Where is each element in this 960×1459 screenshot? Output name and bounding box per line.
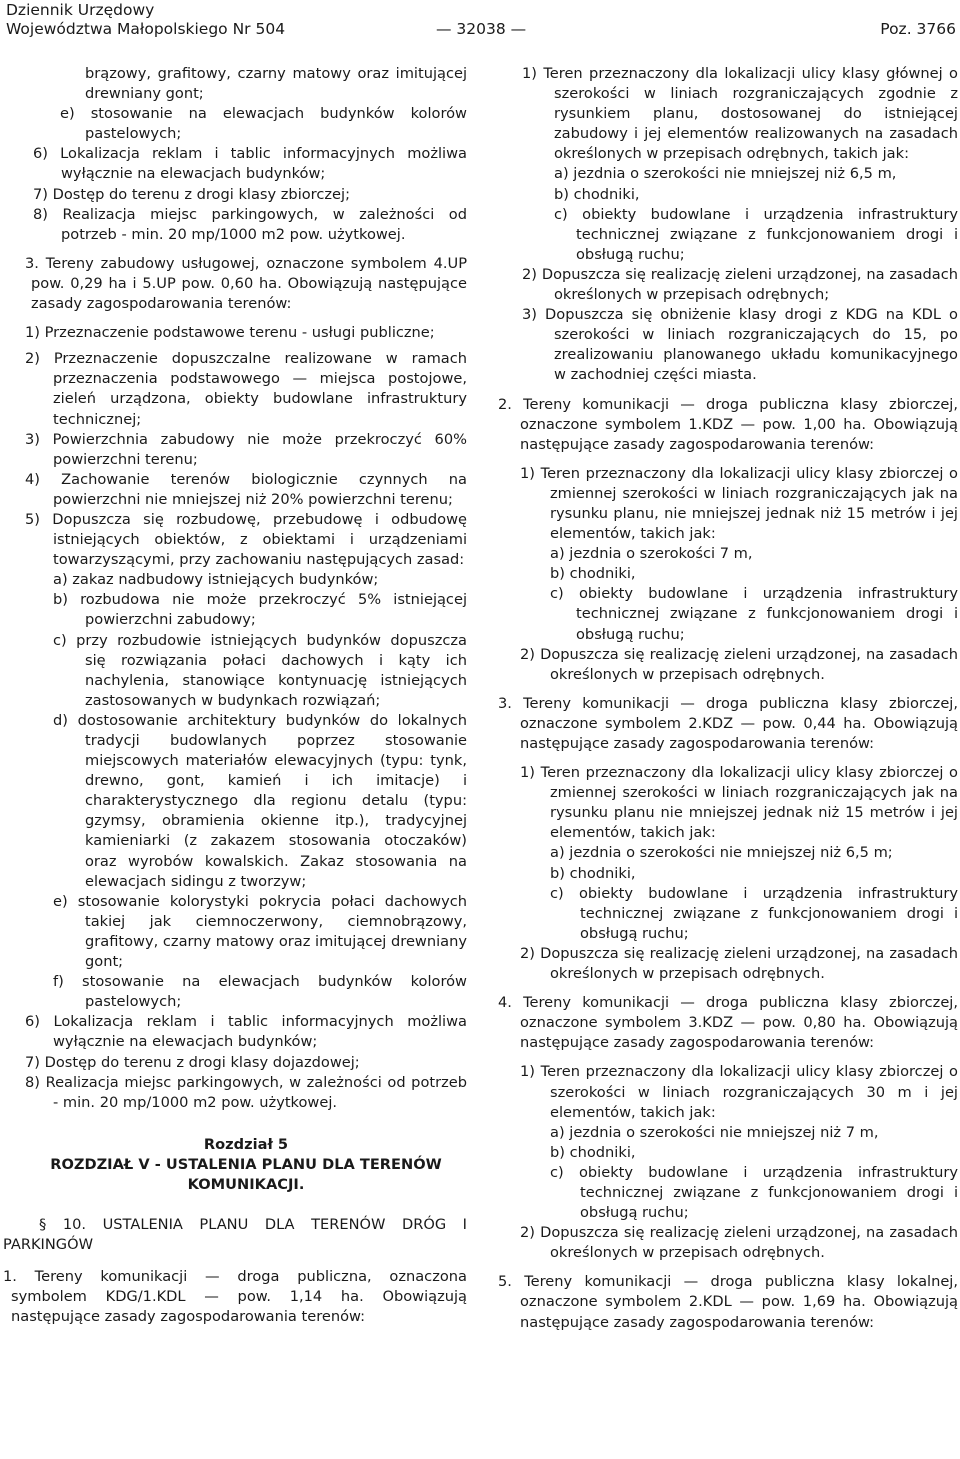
list-item: 2) Dopuszcza się realizację zieleni urządzonej, na zasadach określonych w przepisach odrębnych.	[520, 645, 958, 683]
list-item: c) przy rozbudowie istniejących budynków dopuszcza się rozwiązania połaci dachowych i kąty ich nachylenia, stanowiące kontynuację istniejących zastosowanych w budynkach rozwiązań;	[53, 631, 467, 709]
section-heading: 5. Tereny komunikacji — droga publiczna klasy lokalnej, oznaczone symbolem 2.KDL — pow. 1,69 ha. Obowiązują następujące zasady zagospodarowania terenów:	[498, 1273, 958, 1331]
list-item: a) zakaz nadbudowy istniejących budynków;	[53, 571, 379, 589]
paragraph: 7) Dostęp do terenu z drogi klasy zbiorczej;	[33, 185, 350, 203]
list-item: a) jezdnia o szerokości nie mniejszej niż 6,5 m;	[550, 844, 893, 862]
journal-title: Dziennik Urzędowy	[6, 1, 155, 19]
paragraph: 8) Realizacja miejsc parkingowych, w zależności od potrzeb - min. 20 mp/1000 m2 pow. użytkowej.	[33, 205, 467, 243]
list-item: 1) Teren przeznaczony dla lokalizacji ulicy klasy zbiorczej o zmiennej szerokości w liniach rozgraniczających jak na rysunku planu, nie mniejszej jednak niż 15 metrów i jej elementów, takich jak:	[520, 464, 958, 543]
chapter-number: Rozdział 5	[203, 1135, 289, 1153]
list-item: b) rozbudowa nie może przekroczyć 5% istniejącej powierzchni zabudowy;	[53, 591, 467, 629]
list-item: c) obiekty budowlane i urządzenia infrastruktury technicznej związane z funkcjonowaniem drogi i obsługą ruchu;	[550, 585, 958, 643]
paragraph: brązowy, grafitowy, czarny matowy oraz imitującej drewniany gont;	[85, 65, 467, 103]
paragraph: e) stosowanie na elewacjach budynków kolorów pastelowych;	[60, 105, 467, 143]
list-item: 2) Dopuszcza się realizację zieleni urządzonej, na zasadach określonych w przepisach odrębnych;	[522, 265, 958, 304]
left-column	[3, 64, 467, 1328]
paragraph: 6) Lokalizacja reklam i tablic informacyjnych możliwa wyłącznie na elewacjach budynków;	[33, 145, 467, 183]
section-heading: 1. Tereny komunikacji — droga publiczna, oznaczona symbolem KDG/1.KDL — pow. 1,14 ha. Obowiązują następujące zasady zagospodarowania terenów:	[3, 1268, 467, 1326]
list-item: 2) Przeznaczenie dopuszczalne realizowane w ramach przeznaczenia podstawowego — miejsca postojowe, zieleń urządzona, obiekty budowlane infrastruktury technicznej;	[25, 350, 467, 428]
paragraph-heading: § 10. USTALENIA PLANU DLA TERENÓW DRÓG I PARKINGÓW	[3, 1216, 467, 1254]
list-item: b) chodniki,	[554, 185, 640, 203]
list-item: a) jezdnia o szerokości nie mniejszej niż 7 m,	[550, 1123, 879, 1141]
chapter-title: ROZDZIAŁ V - USTALENIA PLANU DLA TERENÓW KOMUNIKACJI.	[50, 1155, 442, 1193]
list-item: f) stosowanie na elewacjach budynków kolorów pastelowych;	[53, 973, 467, 1011]
section-heading: 3. Tereny zabudowy usługowej, oznaczone symbolem 4.UP pow. 0,29 ha i 5.UP pow. 0,60 ha. Obowiązują następujące zasady zagospodarowania terenów:	[25, 254, 467, 313]
list-item: c) obiekty budowlane i urządzenia infrastruktury technicznej związane z funkcjonowaniem drogi i obsługą ruchu;	[550, 1163, 958, 1222]
list-item: 5) Dopuszcza się rozbudowę, przebudowę i odbudowę istniejących obiektów, z obiektami i urządzeniami towarzyszącymi, przy zachowaniu następujących zasad:	[25, 510, 467, 569]
list-item: c) obiekty budowlane i urządzenia infrastruktury technicznej związane z funkcjonowaniem drogi i obsługą ruchu;	[550, 884, 958, 942]
list-item: 6) Lokalizacja reklam i tablic informacyjnych możliwa wyłącznie na elewacjach budynków;	[25, 1013, 467, 1051]
list-item: 1) Teren przeznaczony dla lokalizacji ulicy klasy zbiorczej o zmiennej szerokości w liniach rozgraniczających jak na rysunku planu nie mniejszej jednak niż 15 metrów i jej elementów, takich jak:	[520, 764, 958, 842]
list-item: d) dostosowanie architektury budynków do lokalnych tradycji budowlanych poprzez stosowanie miejscowych materiałów elewacyjnych (typu: tynk, drewno, gont, kamień i ich imitacje) i charakterystycznego dla regionu detalu (typu: gzymsy, obramienia okienne itp.), tradycyjnej kamieniarki (z zakazem stosowania otoczaków) oraz wyrobów kowalskich. Zakaz stosowania na elewacjach sidingu z tworzyw;	[53, 711, 467, 890]
right-column	[498, 64, 958, 1333]
list-item: 2) Dopuszcza się realizację zieleni urządzonej, na zasadach określonych w przepisach odrębnych.	[520, 944, 958, 983]
list-item: b) chodniki,	[550, 864, 636, 882]
journal-region: Województwa Małopolskiego Nr 504	[6, 20, 286, 38]
list-item: 1) Teren przeznaczony dla lokalizacji ulicy klasy głównej o szerokości w liniach rozgraniczających zgodnie z rysunkiem planu, dostosowanej do istniejącej zabudowy i jej elementów realizowanych na zasadach określonych w przepisach odrębnych, takich jak:	[522, 65, 958, 163]
section-heading: 3. Tereny komunikacji — droga publiczna klasy zbiorczej, oznaczone symbolem 2.KDZ — pow. 0,44 ha. Obowiązują następujące zasady zagospodarowania terenów:	[498, 694, 958, 752]
list-item: b) chodniki,	[550, 1143, 636, 1161]
list-item: b) chodniki,	[550, 565, 636, 583]
list-item: 1) Teren przeznaczony dla lokalizacji ulicy klasy zbiorczej o szerokości w liniach rozgraniczających 30 m i jej elementów, takich jak:	[520, 1063, 958, 1121]
list-item: 7) Dostęp do terenu z drogi klasy dojazdowej;	[25, 1053, 360, 1071]
list-item: e) stosowanie kolorystyki pokrycia połaci dachowych takiej jak ciemnoczerwony, ciemnobrązowy, grafitowy, czarny matowy oraz imitującej drewniany gont;	[53, 892, 467, 971]
list-item: 3) Powierzchnia zabudowy nie może przekroczyć 60% powierzchni terenu;	[25, 430, 467, 468]
section-heading: 2. Tereny komunikacji — droga publiczna klasy zbiorczej, oznaczone symbolem 1.KDZ — pow. 1,00 ha. Obowiązują następujące zasady zagospodarowania terenów:	[498, 395, 958, 453]
page-number: — 32038 —	[436, 20, 527, 38]
list-item: c) obiekty budowlane i urządzenia infrastruktury technicznej związane z funkcjonowaniem drogi i obsługą ruchu;	[554, 205, 958, 263]
position-number: Poz. 3766	[880, 20, 956, 38]
list-item: 3) Dopuszcza się obniżenie klasy drogi z KDG na KDL o szerokości w liniach rozgraniczających do 15, po zrealizowaniu planowanego układu komunikacyjnego w zachodniej części miasta.	[522, 306, 958, 384]
list-item: a) jezdnia o szerokości nie mniejszej niż 6,5 m,	[554, 165, 897, 183]
section-heading: 4. Tereny komunikacji — droga publiczna klasy zbiorczej, oznaczone symbolem 3.KDZ — pow. 0,80 ha. Obowiązują następujące zasady zagospodarowania terenów:	[498, 994, 958, 1052]
list-item: a) jezdnia o szerokości 7 m,	[550, 545, 753, 563]
list-item: 4) Zachowanie terenów biologicznie czynnych na powierzchni nie mniejszej niż 20% powierzchni terenu;	[25, 470, 467, 508]
list-item: 2) Dopuszcza się realizację zieleni urządzonej, na zasadach określonych w przepisach odrębnych.	[520, 1224, 958, 1262]
list-item: 1) Przeznaczenie podstawowe terenu - usługi publiczne;	[25, 324, 435, 342]
page-header	[6, 0, 956, 44]
list-item: 8) Realizacja miejsc parkingowych, w zależności od potrzeb - min. 20 mp/1000 m2 pow. użytkowej.	[25, 1073, 467, 1111]
